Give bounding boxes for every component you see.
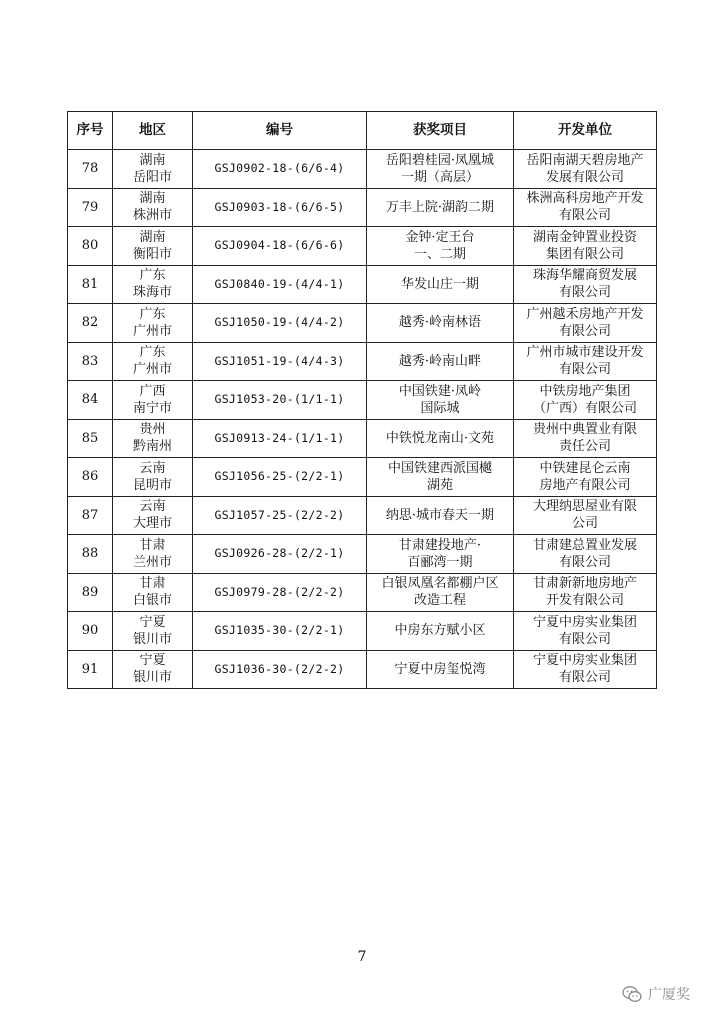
cell-code: GSJ0903-18-(6/6-5): [193, 188, 367, 227]
watermark: [622, 984, 690, 1004]
cell-project: [367, 573, 514, 612]
table-row: [68, 381, 657, 420]
region-line: 甘肃: [139, 576, 166, 592]
cell-region: [113, 496, 193, 535]
region-line: 广州市: [132, 362, 172, 378]
cell-index: 82: [68, 304, 113, 343]
cell-project: [367, 612, 514, 651]
developer-line: 广州市城市建设开发: [526, 345, 644, 361]
project-line: 湖苑: [426, 477, 453, 493]
developer-line: （广西）有限公司: [532, 400, 637, 416]
developer-line: 宁夏中房实业集团: [532, 653, 637, 669]
page-number: 7: [357, 949, 367, 965]
cell-project: [367, 496, 514, 535]
region-line: 云南: [139, 460, 166, 476]
cell-project: [367, 265, 514, 304]
cell-index: 90: [68, 612, 113, 651]
awards-table: [67, 111, 657, 689]
region-line: 贵州: [139, 422, 166, 438]
developer-line: 有限公司: [558, 323, 611, 339]
developer-line: 发展有限公司: [545, 169, 624, 185]
project-line: 越秀·岭南山畔: [398, 353, 482, 369]
region-line: 株洲市: [132, 208, 172, 224]
cell-code: GSJ0904-18-(6/6-6): [193, 227, 367, 266]
cell-region: [113, 458, 193, 497]
project-line: 宁夏中房玺悦湾: [394, 661, 486, 677]
cell-code: GSJ0926-28-(2/2-1): [193, 535, 367, 574]
region-line: 甘肃: [139, 537, 166, 553]
cell-index: 91: [68, 650, 113, 689]
project-line: 中铁悦龙南山·文苑: [385, 430, 495, 446]
cell-index: 80: [68, 227, 113, 266]
project-line: 一、二期: [413, 246, 466, 262]
cell-developer: [514, 304, 657, 343]
developer-line: 广州越禾房地产开发: [526, 306, 644, 322]
table-header-row: [68, 112, 657, 150]
developer-line: 集团有限公司: [545, 246, 624, 262]
header-developer: 开发单位: [514, 112, 657, 150]
region-line: 广东: [139, 345, 166, 361]
developer-line: 甘肃建总置业发展: [532, 537, 637, 553]
watermark-text: 广厦奖: [648, 987, 690, 1003]
developer-line: 宁夏中房实业集团: [532, 614, 637, 630]
developer-line: 株洲高科房地产开发: [526, 191, 644, 207]
project-line: 中国铁建·凤岭: [398, 383, 482, 399]
developer-line: 甘肃新新地房地产: [532, 576, 637, 592]
region-line: 白银市: [132, 593, 172, 609]
developer-line: 中铁房地产集团: [539, 383, 631, 399]
region-line: 宁夏: [139, 614, 166, 630]
cell-region: [113, 188, 193, 227]
cell-developer: [514, 535, 657, 574]
table-body: [68, 150, 657, 689]
project-line: 中国铁建西派国樾: [387, 460, 492, 476]
cell-region: [113, 573, 193, 612]
table-row: [68, 573, 657, 612]
table-row: [68, 458, 657, 497]
developer-line: 有限公司: [558, 285, 611, 301]
region-line: 南宁市: [132, 400, 172, 416]
table-row: [68, 419, 657, 458]
developer-line: 公司: [571, 516, 598, 532]
table-row: [68, 150, 657, 189]
cell-index: 79: [68, 188, 113, 227]
table-row: [68, 535, 657, 574]
cell-developer: [514, 265, 657, 304]
cell-region: [113, 419, 193, 458]
cell-code: GSJ0902-18-(6/6-4): [193, 150, 367, 189]
cell-region: [113, 304, 193, 343]
region-line: 广东: [139, 306, 166, 322]
cell-code: GSJ1050-19-(4/4-2): [193, 304, 367, 343]
header-region: 地区: [113, 112, 193, 150]
project-line: 纳思·城市春天一期: [385, 507, 495, 523]
cell-region: [113, 535, 193, 574]
region-line: 广东: [139, 268, 166, 284]
region-line: 岳阳市: [132, 169, 172, 185]
cell-code: GSJ1056-25-(2/2-1): [193, 458, 367, 497]
cell-index: 83: [68, 342, 113, 381]
project-line: 万丰上院·湖韵二期: [385, 199, 495, 215]
cell-region: [113, 612, 193, 651]
region-line: 珠海市: [132, 285, 172, 301]
project-line: 国际城: [420, 400, 460, 416]
table-row: [68, 188, 657, 227]
region-line: 宁夏: [139, 653, 166, 669]
project-line: 中房东方赋小区: [394, 623, 486, 639]
cell-code: GSJ0840-19-(4/4-1): [193, 265, 367, 304]
cell-code: GSJ1053-20-(1/1-1): [193, 381, 367, 420]
region-line: 湖南: [139, 229, 166, 245]
cell-index: 81: [68, 265, 113, 304]
developer-line: 开发有限公司: [545, 593, 624, 609]
cell-project: [367, 458, 514, 497]
region-line: 湖南: [139, 191, 166, 207]
table-row: [68, 304, 657, 343]
cell-code: GSJ1057-25-(2/2-2): [193, 496, 367, 535]
project-line: 一期（高层）: [400, 169, 479, 185]
cell-project: [367, 650, 514, 689]
header-index: 序号: [68, 112, 113, 150]
cell-project: [367, 419, 514, 458]
cell-developer: [514, 419, 657, 458]
cell-developer: [514, 612, 657, 651]
project-line: 华发山庄一期: [400, 276, 479, 292]
cell-developer: [514, 573, 657, 612]
cell-project: [367, 342, 514, 381]
project-line: 岳阳碧桂园·凤凰城: [385, 152, 495, 168]
cell-code: GSJ0913-24-(1/1-1): [193, 419, 367, 458]
region-line: 广西: [139, 383, 166, 399]
developer-line: 有限公司: [558, 362, 611, 378]
cell-code: GSJ1051-19-(4/4-3): [193, 342, 367, 381]
cell-region: [113, 342, 193, 381]
cell-index: 89: [68, 573, 113, 612]
cell-region: [113, 227, 193, 266]
region-line: 昆明市: [132, 477, 172, 493]
project-line: 金钟·定王台: [405, 229, 475, 245]
region-line: 衡阳市: [132, 246, 172, 262]
table-row: [68, 496, 657, 535]
developer-line: 珠海华耀商贸发展: [532, 268, 637, 284]
project-line: 甘肃建投地产·: [398, 537, 482, 553]
developer-line: 有限公司: [558, 631, 611, 647]
developer-line: 有限公司: [558, 554, 611, 570]
project-line: 越秀·岭南林语: [398, 315, 482, 331]
cell-code: GSJ1036-30-(2/2-2): [193, 650, 367, 689]
developer-line: 有限公司: [558, 670, 611, 686]
cell-developer: [514, 150, 657, 189]
cell-region: [113, 150, 193, 189]
cell-index: 88: [68, 535, 113, 574]
project-line: 白银凤凰名都棚户区: [381, 576, 499, 592]
region-line: 大理市: [132, 516, 172, 532]
cell-region: [113, 650, 193, 689]
region-line: 广州市: [132, 323, 172, 339]
project-line: 百郦湾一期: [407, 554, 473, 570]
cell-index: 86: [68, 458, 113, 497]
table-row: [68, 227, 657, 266]
region-line: 黔南州: [132, 439, 172, 455]
cell-project: [367, 535, 514, 574]
developer-line: 岳阳南湖天碧房地产: [526, 152, 644, 168]
cell-developer: [514, 381, 657, 420]
region-line: 银川市: [132, 670, 172, 686]
cell-region: [113, 265, 193, 304]
region-line: 银川市: [132, 631, 172, 647]
developer-line: 中铁建昆仑云南: [539, 460, 631, 476]
table-row: [68, 612, 657, 651]
cell-project: [367, 381, 514, 420]
cell-code: GSJ1035-30-(2/2-1): [193, 612, 367, 651]
cell-project: [367, 150, 514, 189]
cell-developer: [514, 496, 657, 535]
cell-index: 78: [68, 150, 113, 189]
developer-line: 贵州中典置业有限: [532, 422, 637, 438]
cell-index: 84: [68, 381, 113, 420]
developer-line: 有限公司: [558, 208, 611, 224]
cell-developer: [514, 188, 657, 227]
developer-line: 责任公司: [558, 439, 611, 455]
region-line: 湖南: [139, 152, 166, 168]
cell-developer: [514, 650, 657, 689]
header-code: 编号: [193, 112, 367, 150]
cell-project: [367, 188, 514, 227]
region-line: 云南: [139, 499, 166, 515]
table-row: [68, 650, 657, 689]
project-line: 改造工程: [413, 593, 466, 609]
cell-developer: [514, 458, 657, 497]
table-row: [68, 265, 657, 304]
cell-project: [367, 304, 514, 343]
cell-index: 85: [68, 419, 113, 458]
cell-index: 87: [68, 496, 113, 535]
developer-line: 大理纳思屋业有限: [532, 499, 637, 515]
header-project: 获奖项目: [367, 112, 514, 150]
developer-line: 房地产有限公司: [539, 477, 631, 493]
wechat-icon: [622, 985, 642, 1003]
region-line: 兰州市: [132, 554, 172, 570]
cell-project: [367, 227, 514, 266]
cell-developer: [514, 227, 657, 266]
table-row: [68, 342, 657, 381]
cell-region: [113, 381, 193, 420]
cell-code: GSJ0979-28-(2/2-2): [193, 573, 367, 612]
developer-line: 湖南金钟置业投资: [532, 229, 637, 245]
cell-developer: [514, 342, 657, 381]
